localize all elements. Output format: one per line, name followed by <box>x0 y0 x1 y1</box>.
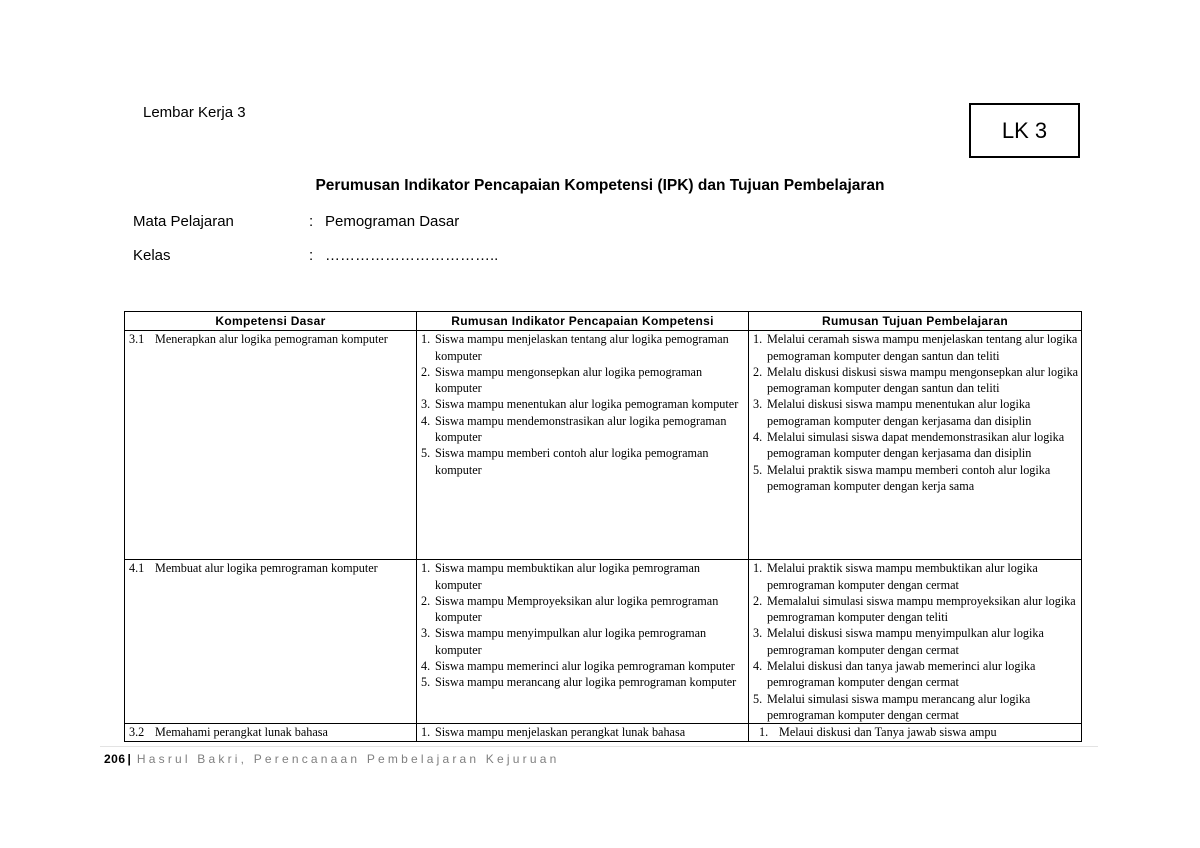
list-item <box>421 674 746 690</box>
item-number: 1. <box>753 332 763 347</box>
item-number: 2. <box>753 364 763 379</box>
item-number: 5. <box>753 691 763 706</box>
subject-label: Mata Pelajaran <box>133 213 234 230</box>
list-item <box>753 429 1079 462</box>
list-item <box>753 691 1079 724</box>
kd-cell <box>125 560 417 724</box>
item-number: 4. <box>753 659 763 674</box>
item-number: 4. <box>421 413 431 428</box>
item-text: Siswa mampu menjelaskan tentang alur logika pemograman komputer <box>435 332 729 363</box>
list-item <box>421 658 746 674</box>
page-footer <box>104 752 559 766</box>
list-item <box>753 658 1079 691</box>
kd-number: 4.1 <box>129 561 145 576</box>
item-number: 2. <box>421 593 431 608</box>
worksheet-code-box: LK 3 <box>969 103 1080 158</box>
kd-item <box>129 560 414 576</box>
table-header-row <box>125 312 1082 331</box>
class-value: …………………………….. <box>325 247 499 264</box>
list-item <box>421 560 746 593</box>
item-text: Siswa mampu mengonsepkan alur logika pemograman komputer <box>435 364 703 396</box>
kd-text: Membuat alur logika pemrograman komputer <box>155 561 378 576</box>
ipk-cell <box>417 724 749 741</box>
competency-table <box>124 311 1082 742</box>
item-text: Melalui simulasi siswa dapat mendemonstrasikan alur logika pemograman komputer dengan kerjasama dan disiplin <box>767 430 1065 461</box>
kd-number: 3.2 <box>129 725 145 740</box>
list-item <box>421 396 746 412</box>
item-text: Siswa mampu membuktikan alur logika pemrograman komputer <box>435 561 701 592</box>
item-number: 3. <box>421 397 431 412</box>
header-indikator: Rumusan Indikator Pencapaian Kompetensi <box>417 312 749 331</box>
table-row <box>125 724 1082 741</box>
kd-cell <box>125 724 417 741</box>
class-label: Kelas <box>133 247 171 264</box>
footer-text: Hasrul Bakri, Perencanaan Pembelajaran Kejuruan <box>136 752 560 766</box>
subject-colon: : <box>309 213 314 230</box>
item-text: Siswa mampu menjelaskan perangkat lunak bahasa <box>435 725 686 740</box>
ipk-cell <box>417 331 749 560</box>
item-text: Melalui diskusi dan tanya jawab memerinci alur logika pemrograman komputer dengan cermat <box>767 659 1036 690</box>
item-text: Melalu diskusi diskusi siswa mampu mengonsepkan alur logika pemograman komputer dengan santun dan teliti <box>767 364 1079 396</box>
item-number: 1. <box>421 561 431 576</box>
item-number: 1. <box>421 725 431 740</box>
list-item <box>753 331 1079 364</box>
item-number: 5. <box>421 446 431 461</box>
kd-text: Memahami perangkat lunak bahasa <box>155 725 328 740</box>
item-number: 2. <box>421 364 431 379</box>
item-text: Siswa mampu memberi contoh alur logika pemograman komputer <box>435 446 709 477</box>
class-colon: : <box>309 247 314 264</box>
item-number: 1. <box>753 561 763 576</box>
item-number: 4. <box>753 430 763 445</box>
list-item <box>753 364 1079 397</box>
item-number: 3. <box>421 626 431 641</box>
list-item <box>753 396 1079 429</box>
item-number: 5. <box>753 462 763 477</box>
item-text: Siswa mampu menyimpulkan alur logika pemrograman komputer <box>435 626 707 657</box>
list-item <box>753 462 1079 495</box>
list-item <box>753 593 1079 626</box>
item-text: Melalui praktik siswa mampu membuktikan alur logika pemrograman komputer dengan cermat <box>767 561 1038 592</box>
list-item <box>421 413 746 446</box>
header-kompetensi-dasar: Kompetensi Dasar <box>125 312 417 331</box>
table-row <box>125 331 1082 560</box>
tp-cell <box>749 724 1082 741</box>
list-item <box>421 445 746 478</box>
item-number: 5. <box>421 675 431 690</box>
item-text: Siswa mampu Memproyeksikan alur logika pemrograman komputer <box>435 593 719 625</box>
kd-cell <box>125 331 417 560</box>
ipk-cell <box>417 560 749 724</box>
document-title: Perumusan Indikator Pencapaian Kompetensi (IPK) dan Tujuan Pembelajaran <box>315 177 885 194</box>
item-number: 2. <box>753 593 763 608</box>
item-text: Melalui ceramah siswa mampu menjelaskan tentang alur logika pemograman komputer dengan santun dan teliti <box>767 332 1078 363</box>
item-text: Melaui diskusi dan Tanya jawab siswa ampu <box>779 725 997 740</box>
item-text: Melalui praktik siswa mampu memberi contoh alur logika pemograman komputer dengan kerja sama <box>767 462 1051 493</box>
item-number: 4. <box>421 659 431 674</box>
page-number: 206 <box>104 752 126 766</box>
item-number: 3. <box>753 397 763 412</box>
item-text: Siswa mampu merancang alur logika pemrograman komputer <box>435 675 737 690</box>
table-row <box>125 560 1082 724</box>
item-text: Siswa mampu mendemonstrasikan alur logika pemograman komputer <box>435 413 727 445</box>
list-item <box>421 364 746 397</box>
worksheet-label: Lembar Kerja 3 <box>143 104 246 121</box>
list-item <box>421 593 746 626</box>
footer-separator: | <box>127 752 131 766</box>
item-text: Memalalui simulasi siswa mampu memproyeksikan alur logika pemrograman komputer dengan teliti <box>767 593 1076 625</box>
item-number: 1. <box>759 725 769 740</box>
list-item <box>753 560 1079 593</box>
list-item <box>753 724 1079 740</box>
tp-cell <box>749 560 1082 724</box>
item-text: Melalui simulasi siswa mampu merancang alur logika pemrograman komputer dengan cermat <box>767 691 1031 722</box>
kd-text: Menerapkan alur logika pemograman komputer <box>155 332 388 347</box>
list-item <box>421 331 746 364</box>
kd-number: 3.1 <box>129 332 145 347</box>
item-text: Melalui diskusi siswa mampu menyimpulkan alur logika pemrograman komputer dengan cermat <box>767 626 1044 657</box>
kd-item <box>129 331 414 347</box>
list-item <box>421 724 746 740</box>
item-text: Melalui diskusi siswa mampu menentukan alur logika pemograman komputer dengan kerjasama dan disiplin <box>767 397 1032 428</box>
footer-divider <box>100 746 1098 747</box>
list-item <box>753 625 1079 658</box>
header-tujuan: Rumusan Tujuan Pembelajaran <box>749 312 1082 331</box>
kd-item <box>129 724 414 740</box>
item-text: Siswa mampu memerinci alur logika pemrograman komputer <box>435 659 735 674</box>
list-item <box>421 625 746 658</box>
subject-value: Pemograman Dasar <box>325 213 460 230</box>
item-number: 3. <box>753 626 763 641</box>
item-text: Siswa mampu menentukan alur logika pemograman komputer <box>435 397 739 412</box>
item-number: 1. <box>421 332 431 347</box>
tp-cell <box>749 331 1082 560</box>
